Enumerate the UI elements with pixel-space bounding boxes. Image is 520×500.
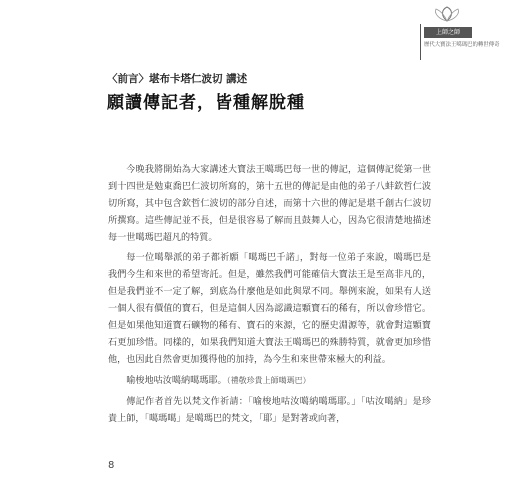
chapter-title: 願讀傳記者，皆種解脫種 (107, 93, 305, 113)
paragraph: 傳記作者首先以梵文作祈請：「喻梭地咕汝噶納噶瑪耶。」「咕汝噶納」是珍貴上師，「噶瑪噶」是噶瑪巴的梵文，「耶」是對著或向著， (108, 397, 431, 424)
preface-byline: 〈前言〉堪布卡塔仁波切 講述 (107, 73, 248, 85)
book-subtitle: 歷代大寶法王噶瑪巴的轉世傳奇 (424, 42, 500, 48)
body-text (108, 162, 431, 431)
mantra-text: 喻梭地咕汝噶納噶瑪耶。 (126, 376, 227, 386)
book-title-tag: 上師之師 (424, 27, 472, 38)
page-number: 8 (108, 460, 115, 471)
mantra-translation: （禮敬珍貴上師噶瑪巴） (226, 376, 311, 385)
paragraph: 每一位噶舉派的弟子都祈願「噶瑪巴千諾」，對每一位弟子來說，噶瑪巴是我們今生和來世的希望寄託。但是，雖然我們可能確信大寶法王是至高非凡的，但是我們並不一定了解，到底為什麼他是如此與眾不同。舉例來說，如果有人送一個人很有價值的寶石，但是這個人因為認識這顆寶石的稀有，所以會珍惜它。但是如果他知道寶石礦物的稀有、寶石的來源，它的歷史淵源等，就會對這顆寶石更加珍惜。同樣的，如果我們知道大寶法王噶瑪巴的殊勝特質，就會更加珍惜他，也因此自然會更加獲得他的加持，為今生和來世帶來極大的利益。 (108, 253, 431, 365)
lotus-logo-icon (422, 6, 472, 22)
mantra-line (108, 372, 431, 390)
paragraph: 今晚我將開始為大家講述大寶法王噶瑪巴每一世的傳記，這個傳記從第一世到十四世是勉東喬巴仁波切所寫的，第十五世的傳記是由他的弟子八蚌欽哲仁波切所寫，其中包含欽哲仁波切的部分自述，而第十六世的傳記是堪千創古仁波切所撰寫。這些傳記並不長，但是很容易了解而且鼓舞人心，因為它很清楚地描述每一世噶瑪巴超凡的特質。 (108, 165, 431, 243)
